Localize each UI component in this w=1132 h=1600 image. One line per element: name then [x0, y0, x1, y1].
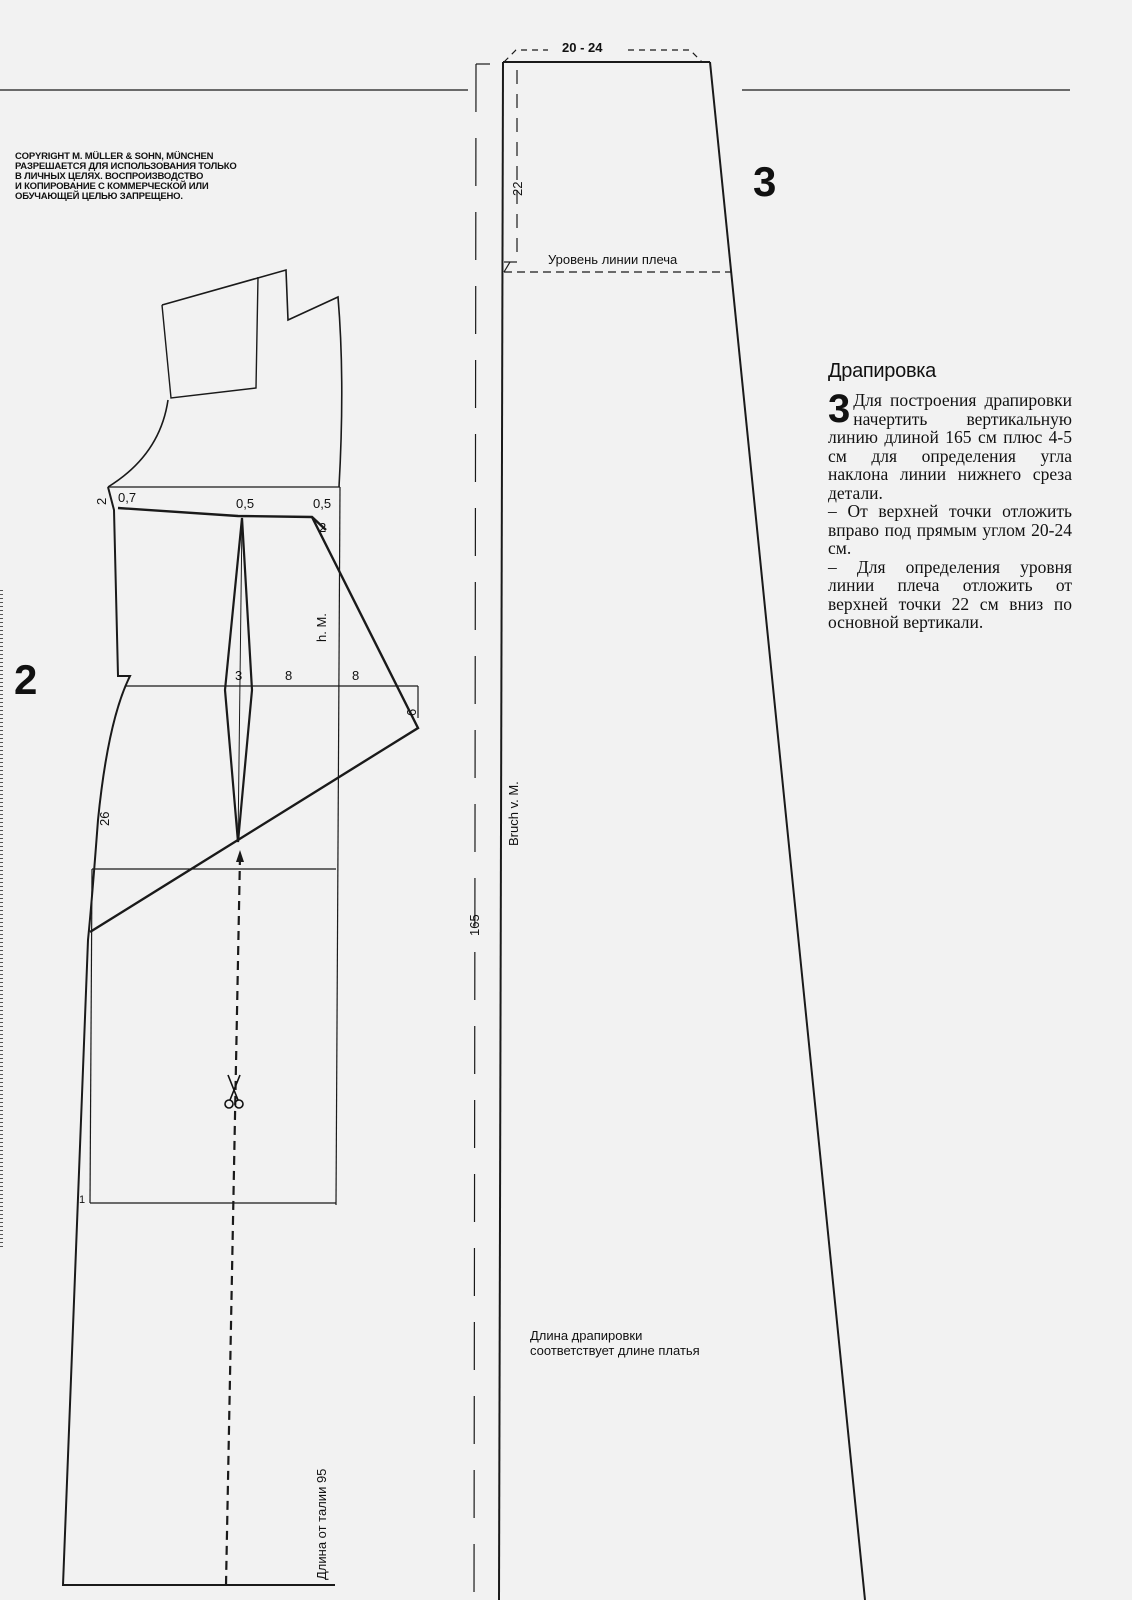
- label-0-5-center: 0,5: [236, 496, 255, 511]
- label-6: 6: [404, 708, 419, 716]
- label-length-from-waist: Длина от талии 95: [314, 1468, 329, 1580]
- drape-fold-line: [499, 62, 503, 1600]
- waist-band: [118, 508, 326, 530]
- copyright-line: РАЗРЕШАЕТСЯ ДЛЯ ИСПОЛЬЗОВАНИЯ ТОЛЬКО: [15, 161, 237, 172]
- label-fold: Bruch v. M.: [506, 781, 521, 846]
- figure-3-number: 3: [753, 158, 777, 205]
- copyright-line: COPYRIGHT M. MÜLLER & SOHN, MÜNCHEN: [15, 151, 214, 162]
- figure-2-number: 2: [14, 656, 38, 703]
- skirt-outline: [63, 487, 335, 1585]
- label-3: 3: [235, 668, 243, 683]
- label-8a: 8: [285, 668, 293, 683]
- drape-length-note: [530, 1328, 700, 1358]
- step-3-body: Для построения драпировки начертить вертикальную линию длиной 165 см плюс 4-5 см для определения угла наклона линии нижнего среза детали.: [828, 390, 1072, 503]
- drape-slant-edge: [710, 62, 865, 1600]
- label-8b: 8: [352, 668, 360, 683]
- page-edge-ruler: [0, 590, 3, 1250]
- cut-line: [226, 856, 240, 1585]
- copyright-line: ОБУЧАЮЩЕЙ ЦЕЛЬЮ ЗАПРЕЩЕНО.: [15, 191, 183, 202]
- step-3-sub-1: – От верхней точки отложить вправо под прямым углом 20-24 см.: [828, 501, 1072, 558]
- label-hm: h. M.: [314, 613, 329, 642]
- step-number: 3: [828, 387, 851, 431]
- copyright-notice: [15, 152, 275, 202]
- label-0-7: 0,7: [118, 490, 137, 505]
- bodice-outline: [162, 270, 342, 487]
- note-line: Длина драпировки: [530, 1328, 643, 1343]
- step-3-sub-2: – Для определения уровня линии плеча отложить от верхней точки 22 см вниз по основной вертикали.: [828, 556, 1072, 632]
- label-shoulder-level: Уровень линии плеча: [548, 252, 678, 267]
- instructions: [828, 360, 1072, 632]
- label-26: 26: [97, 811, 112, 826]
- label-1: 1: [79, 1194, 86, 1206]
- label-165: 165: [467, 914, 482, 936]
- length-165-line: [474, 64, 476, 1600]
- label-0-5-right: 0,5: [313, 496, 332, 511]
- drape-diagonal: [90, 517, 418, 932]
- copyright-line: И КОПИРОВАНИЕ С КОММЕРЧЕСКОЙ ИЛИ: [15, 181, 209, 192]
- note-line: соответствует длине платья: [530, 1343, 700, 1358]
- copyright-line: В ЛИЧНЫХ ЦЕЛЯХ. ВОСПРОИЗВОДСТВО: [15, 171, 204, 182]
- scissors-icon: [225, 1075, 243, 1108]
- center-front-line: [336, 487, 340, 1205]
- label-2-right: 2: [319, 520, 327, 535]
- neck-curve: [108, 400, 168, 487]
- step-3-text: [828, 387, 1072, 503]
- label-2-shoulder: 2: [94, 497, 109, 505]
- yoke-piece: [162, 277, 258, 398]
- label-20-24: 20 - 24: [562, 40, 603, 55]
- label-22: 22: [510, 181, 525, 196]
- section-heading: Драпировка: [828, 360, 936, 382]
